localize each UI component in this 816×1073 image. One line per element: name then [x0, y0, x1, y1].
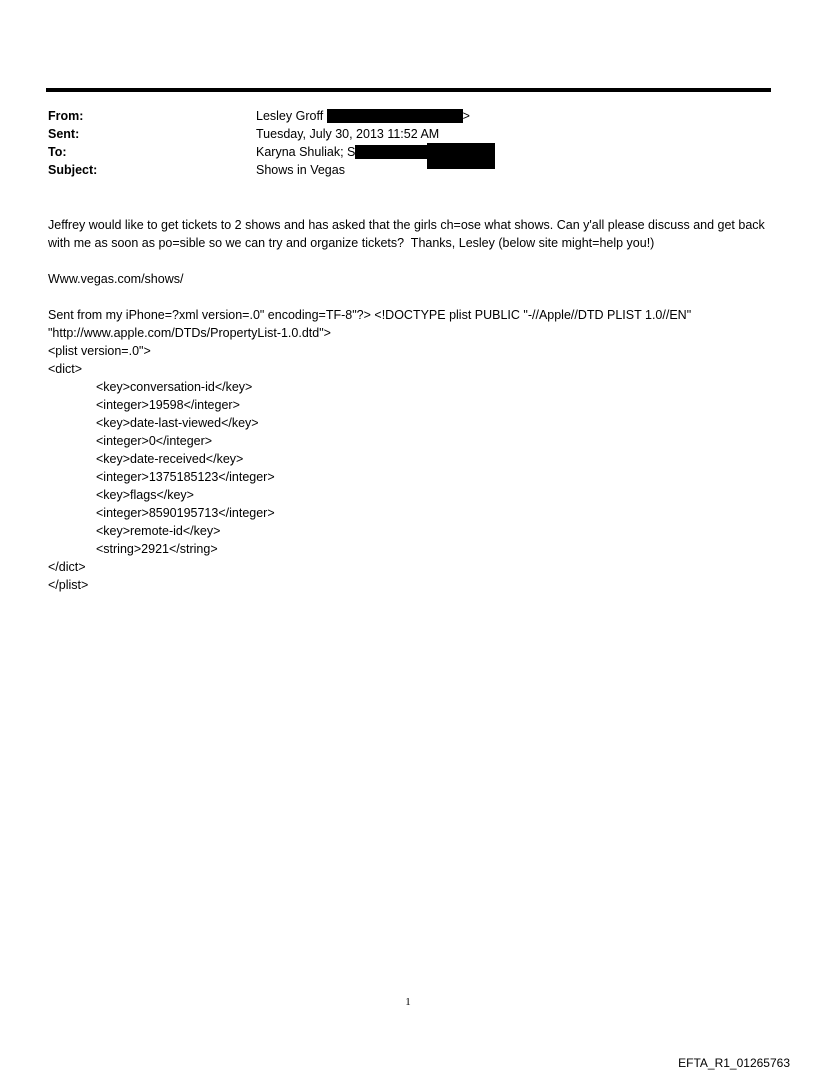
plist-open: <plist version=.0"> [48, 344, 151, 358]
subject-label: Subject: [48, 163, 98, 177]
plist-entry: <integer>19598</integer> [96, 398, 240, 412]
plist-entry: <integer>0</integer> [96, 434, 213, 448]
from-value [256, 107, 470, 125]
redaction-box [327, 109, 463, 123]
email-body [48, 216, 773, 594]
sent-label: Sent: [48, 127, 80, 141]
body-link-text: Www.vegas.com/shows/ [48, 272, 184, 286]
signature-line: Sent from my iPhone=?xml version=.0" encoding=TF-8"?> <!DOCTYPE plist PUBLIC "-//Apple//DTD PLIST 1.0//EN" [48, 308, 692, 322]
to-name: Karyna Shuliak; S [256, 145, 356, 159]
page-number: 1 [405, 996, 411, 1008]
from-label: From: [48, 109, 84, 123]
redaction-box [355, 145, 427, 159]
plist-entry: <key>date-last-viewed</key> [96, 416, 259, 430]
plist-entry: <integer>8590195713</integer> [96, 506, 275, 520]
plist-entry: <string>2921</string> [96, 542, 218, 556]
document-id: EFTA_R1_01265763 [678, 1056, 790, 1070]
header-rule [46, 88, 771, 92]
dict-open: <dict> [48, 362, 83, 376]
dtd-line: "http://www.apple.com/DTDs/PropertyList-1.0.dtd"> [48, 326, 331, 340]
plist-entry: <key>conversation-id</key> [96, 380, 253, 394]
redaction-box [427, 143, 495, 169]
plist-entry: <key>remote-id</key> [96, 524, 221, 538]
to-label: To: [48, 145, 67, 159]
from-suffix: > [462, 109, 470, 123]
dict-close: </dict> [48, 560, 86, 574]
sent-value: Tuesday, July 30, 2013 11:52 AM [256, 127, 440, 141]
plist-entry: <key>date-received</key> [96, 452, 244, 466]
plist-entry: <integer>1375185123</integer> [96, 470, 275, 484]
plist-block [48, 306, 773, 594]
from-name: Lesley Groff [256, 109, 324, 123]
body-paragraph: Jeffrey would like to get tickets to 2 shows and has asked that the girls ch=ose what shows. Can y'all please discuss and get back with me as soon as po=sible so we can try and organize tickets? Thanks, Lesley (below site might=help you!) [48, 218, 769, 250]
subject-value: Shows in Vegas [256, 163, 345, 177]
plist-entry: <key>flags</key> [96, 488, 194, 502]
plist-close: </plist> [48, 578, 89, 592]
